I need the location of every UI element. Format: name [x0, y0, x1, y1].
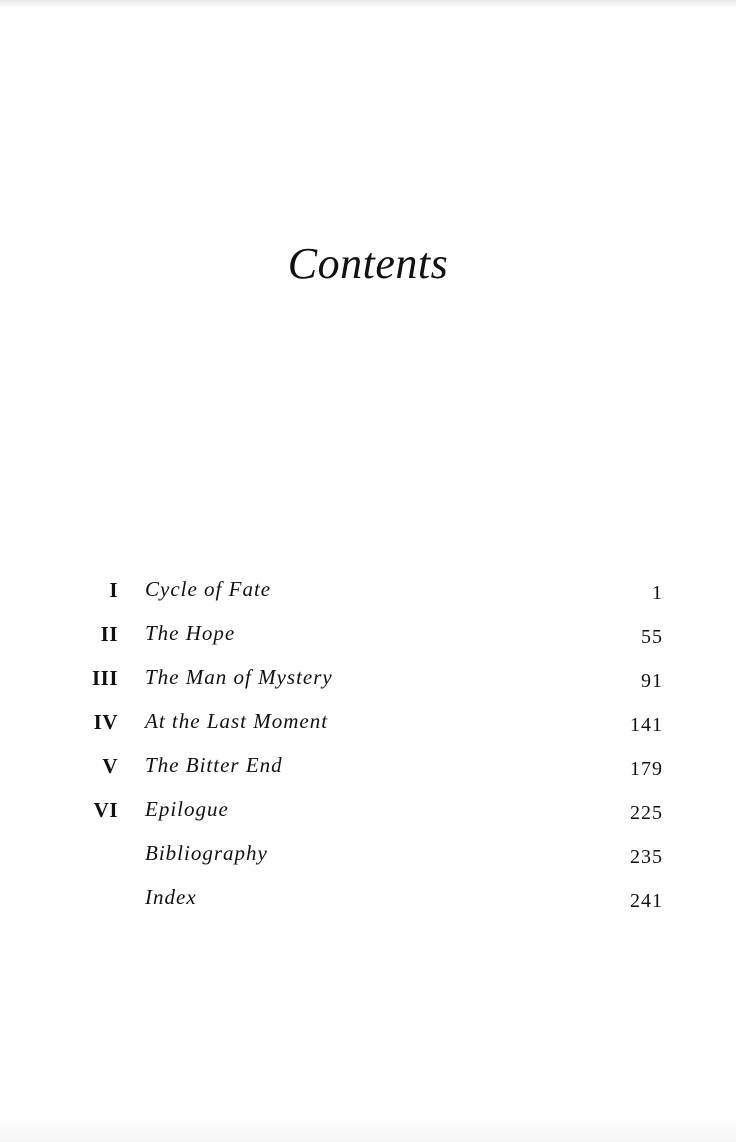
chapter-number: III [91, 666, 118, 690]
chapter-title: Bibliography [145, 841, 268, 865]
chapter-number: II [100, 622, 118, 646]
page-bottom-shadow [0, 1118, 736, 1142]
page-number: 235 [630, 846, 663, 868]
toc-entry-chapter-2 [0, 616, 736, 660]
chapter-title: The Hope [145, 621, 236, 645]
page-number: 225 [630, 802, 663, 824]
page-number: 91 [641, 670, 663, 692]
page-number: 141 [630, 714, 663, 736]
chapter-title: Index [145, 885, 197, 909]
toc-entry-bibliography [0, 836, 736, 880]
chapter-number: IV [93, 710, 118, 734]
page-title: Contents [287, 239, 449, 288]
chapter-title: Cycle of Fate [145, 577, 272, 601]
chapter-number: V [102, 754, 118, 778]
toc-entry-chapter-4 [0, 704, 736, 748]
page-number: 1 [652, 582, 663, 604]
toc-entry-chapter-3 [0, 660, 736, 704]
toc-entry-chapter-6 [0, 792, 736, 836]
chapter-title: Epilogue [145, 797, 229, 821]
table-of-contents [0, 572, 736, 924]
page-top-shadow [0, 0, 736, 8]
chapter-number: I [109, 578, 118, 602]
toc-entry-index [0, 880, 736, 924]
toc-entry-chapter-5 [0, 748, 736, 792]
chapter-title: The Bitter End [145, 753, 283, 777]
page-number: 179 [630, 758, 663, 780]
page-number: 241 [630, 890, 663, 912]
page-number: 55 [641, 626, 663, 648]
chapter-number: VI [93, 798, 118, 822]
chapter-title: The Man of Mystery [145, 665, 333, 689]
chapter-title: At the Last Moment [145, 709, 329, 733]
toc-entry-chapter-1 [0, 572, 736, 616]
